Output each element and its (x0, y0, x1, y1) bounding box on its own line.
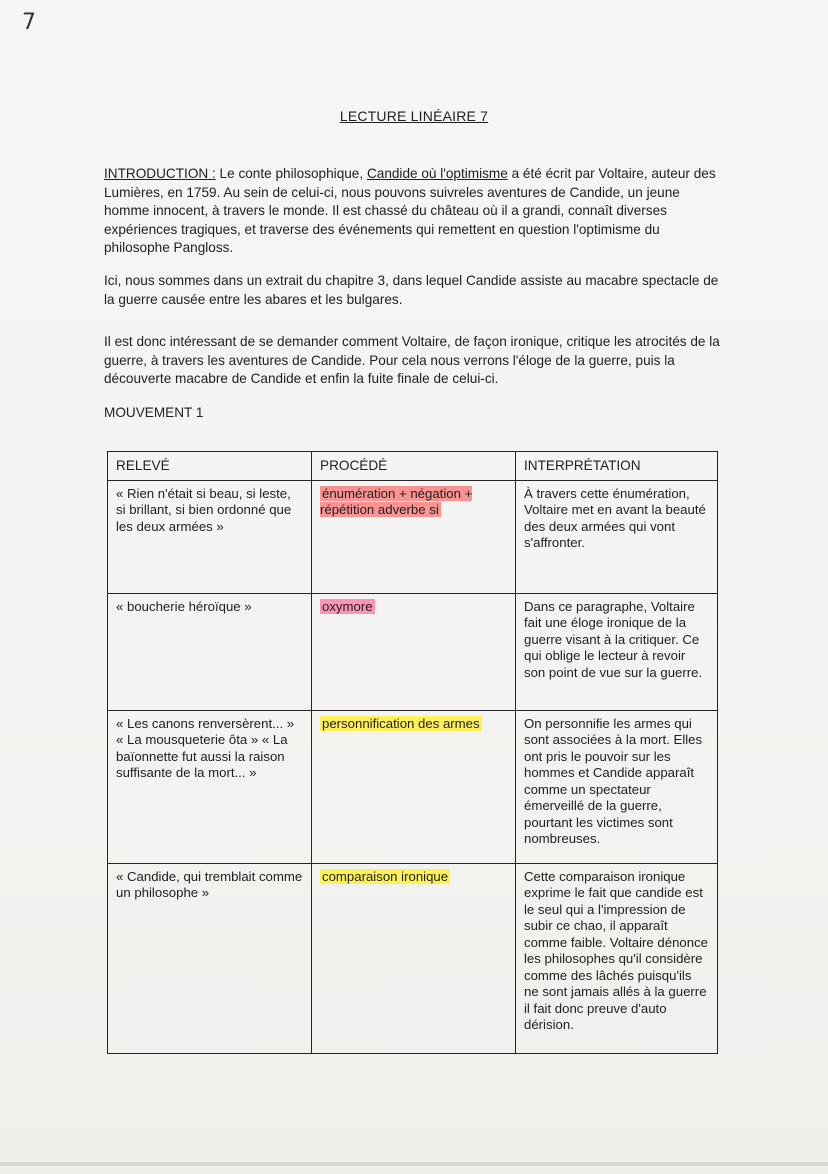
procede-highlight: comparaison ironique (322, 868, 449, 884)
header-procede: PROCÉDÉ (312, 452, 516, 481)
interpretation-cell: Dans ce paragraphe, Voltaire fait une éloge ironique de la guerre visant à la critiquer. Ce qui oblige le lecteur à revoir son point de vue sur la guerre. (516, 593, 718, 710)
procede-cell (312, 863, 516, 1053)
releve-cell: « Candide, qui tremblait comme un philosophe » (108, 863, 312, 1053)
header-interpretation: INTERPRÉTATION (516, 452, 718, 481)
table-row (108, 863, 718, 1053)
table-row (108, 593, 718, 710)
releve-cell: « Les canons renversèrent... » « La mousqueterie ôta » « La baïonnette fut aussi la raison suffisante de la mort... » (108, 710, 312, 863)
interpretation-cell: À travers cette énumération, Voltaire met en avant la beauté des deux armées qui vont s'affronter. (516, 480, 718, 593)
context-paragraph: Ici, nous sommes dans un extrait du chapitre 3, dans lequel Candide assiste au macabre spectacle de la guerre causée entre les abares et les bulgares. (104, 273, 719, 307)
introduction-text-before: Le conte philosophique, (215, 166, 367, 181)
header-releve: RELEVÉ (108, 452, 312, 481)
procede-highlight: personnification des armes (322, 715, 480, 731)
document-title: LECTURE LINÉAIRE 7 (339, 108, 489, 124)
page-bottom-edge (0, 1162, 828, 1166)
analysis-table (107, 451, 718, 1054)
procede-cell (312, 710, 516, 863)
introduction-label: INTRODUCTION : (104, 166, 216, 181)
problematique-paragraph: Il est donc intéressant de se demander comment Voltaire, de façon ironique, critique les atrocités de la guerre, à travers les aventures de Candide. Pour cela nous verrons l'éloge de la guerre, puis la découverte macabre de Candide et enfin la fuite finale de celui-ci. (104, 334, 720, 386)
work-title: Candide où l'optimisme (366, 166, 508, 181)
introduction-paragraph (104, 165, 724, 258)
introduction-text-after: a été écrit par Voltaire, auteur des Lumières, en 1759. Au sein de celui-ci, nous pouvons suivreles aventures de Candide, un jeune homme innocent, à travers le monde. Il est chassé du château où il a grandi, connaît diverses expériences tragiques, et traverse des événements qui remettent en question l'optimisme du philosophe Pangloss. (104, 166, 716, 255)
procede-highlight: oxymore (322, 598, 373, 614)
interpretation-cell: On personnifie les armes qui sont associées à la mort. Elles ont pris le pouvoir sur les hommes et Candide apparaît comme un spectateur émerveillé de la guerre, pourtant les victimes sont nombreuses. (516, 710, 718, 863)
mouvement-heading: MOUVEMENT 1 (104, 405, 204, 420)
releve-cell: « Rien n'était si beau, si leste, si brillant, si bien ordonné que les deux armées » (108, 480, 312, 593)
procede-cell (312, 480, 516, 593)
procede-highlight: énumération + négation + répétition adverbe si (320, 485, 473, 517)
interpretation-cell: Cette comparaison ironique exprime le fait que candide est le seul qui a l'impression de subir ce chao, il apparaît comme faible. Voltaire dénonce les philosophes qu'il considère comme des lâchés puisqu'ils ne sont jamais allés à la guerre il fait donc preuve d'auto dérision. (516, 863, 718, 1053)
table-header-row (108, 452, 718, 481)
table-row (108, 480, 718, 593)
procede-cell (312, 593, 516, 710)
table-row (108, 710, 718, 863)
releve-cell: « boucherie héroïque » (108, 593, 312, 710)
page-number-mark: 7 (22, 10, 36, 35)
